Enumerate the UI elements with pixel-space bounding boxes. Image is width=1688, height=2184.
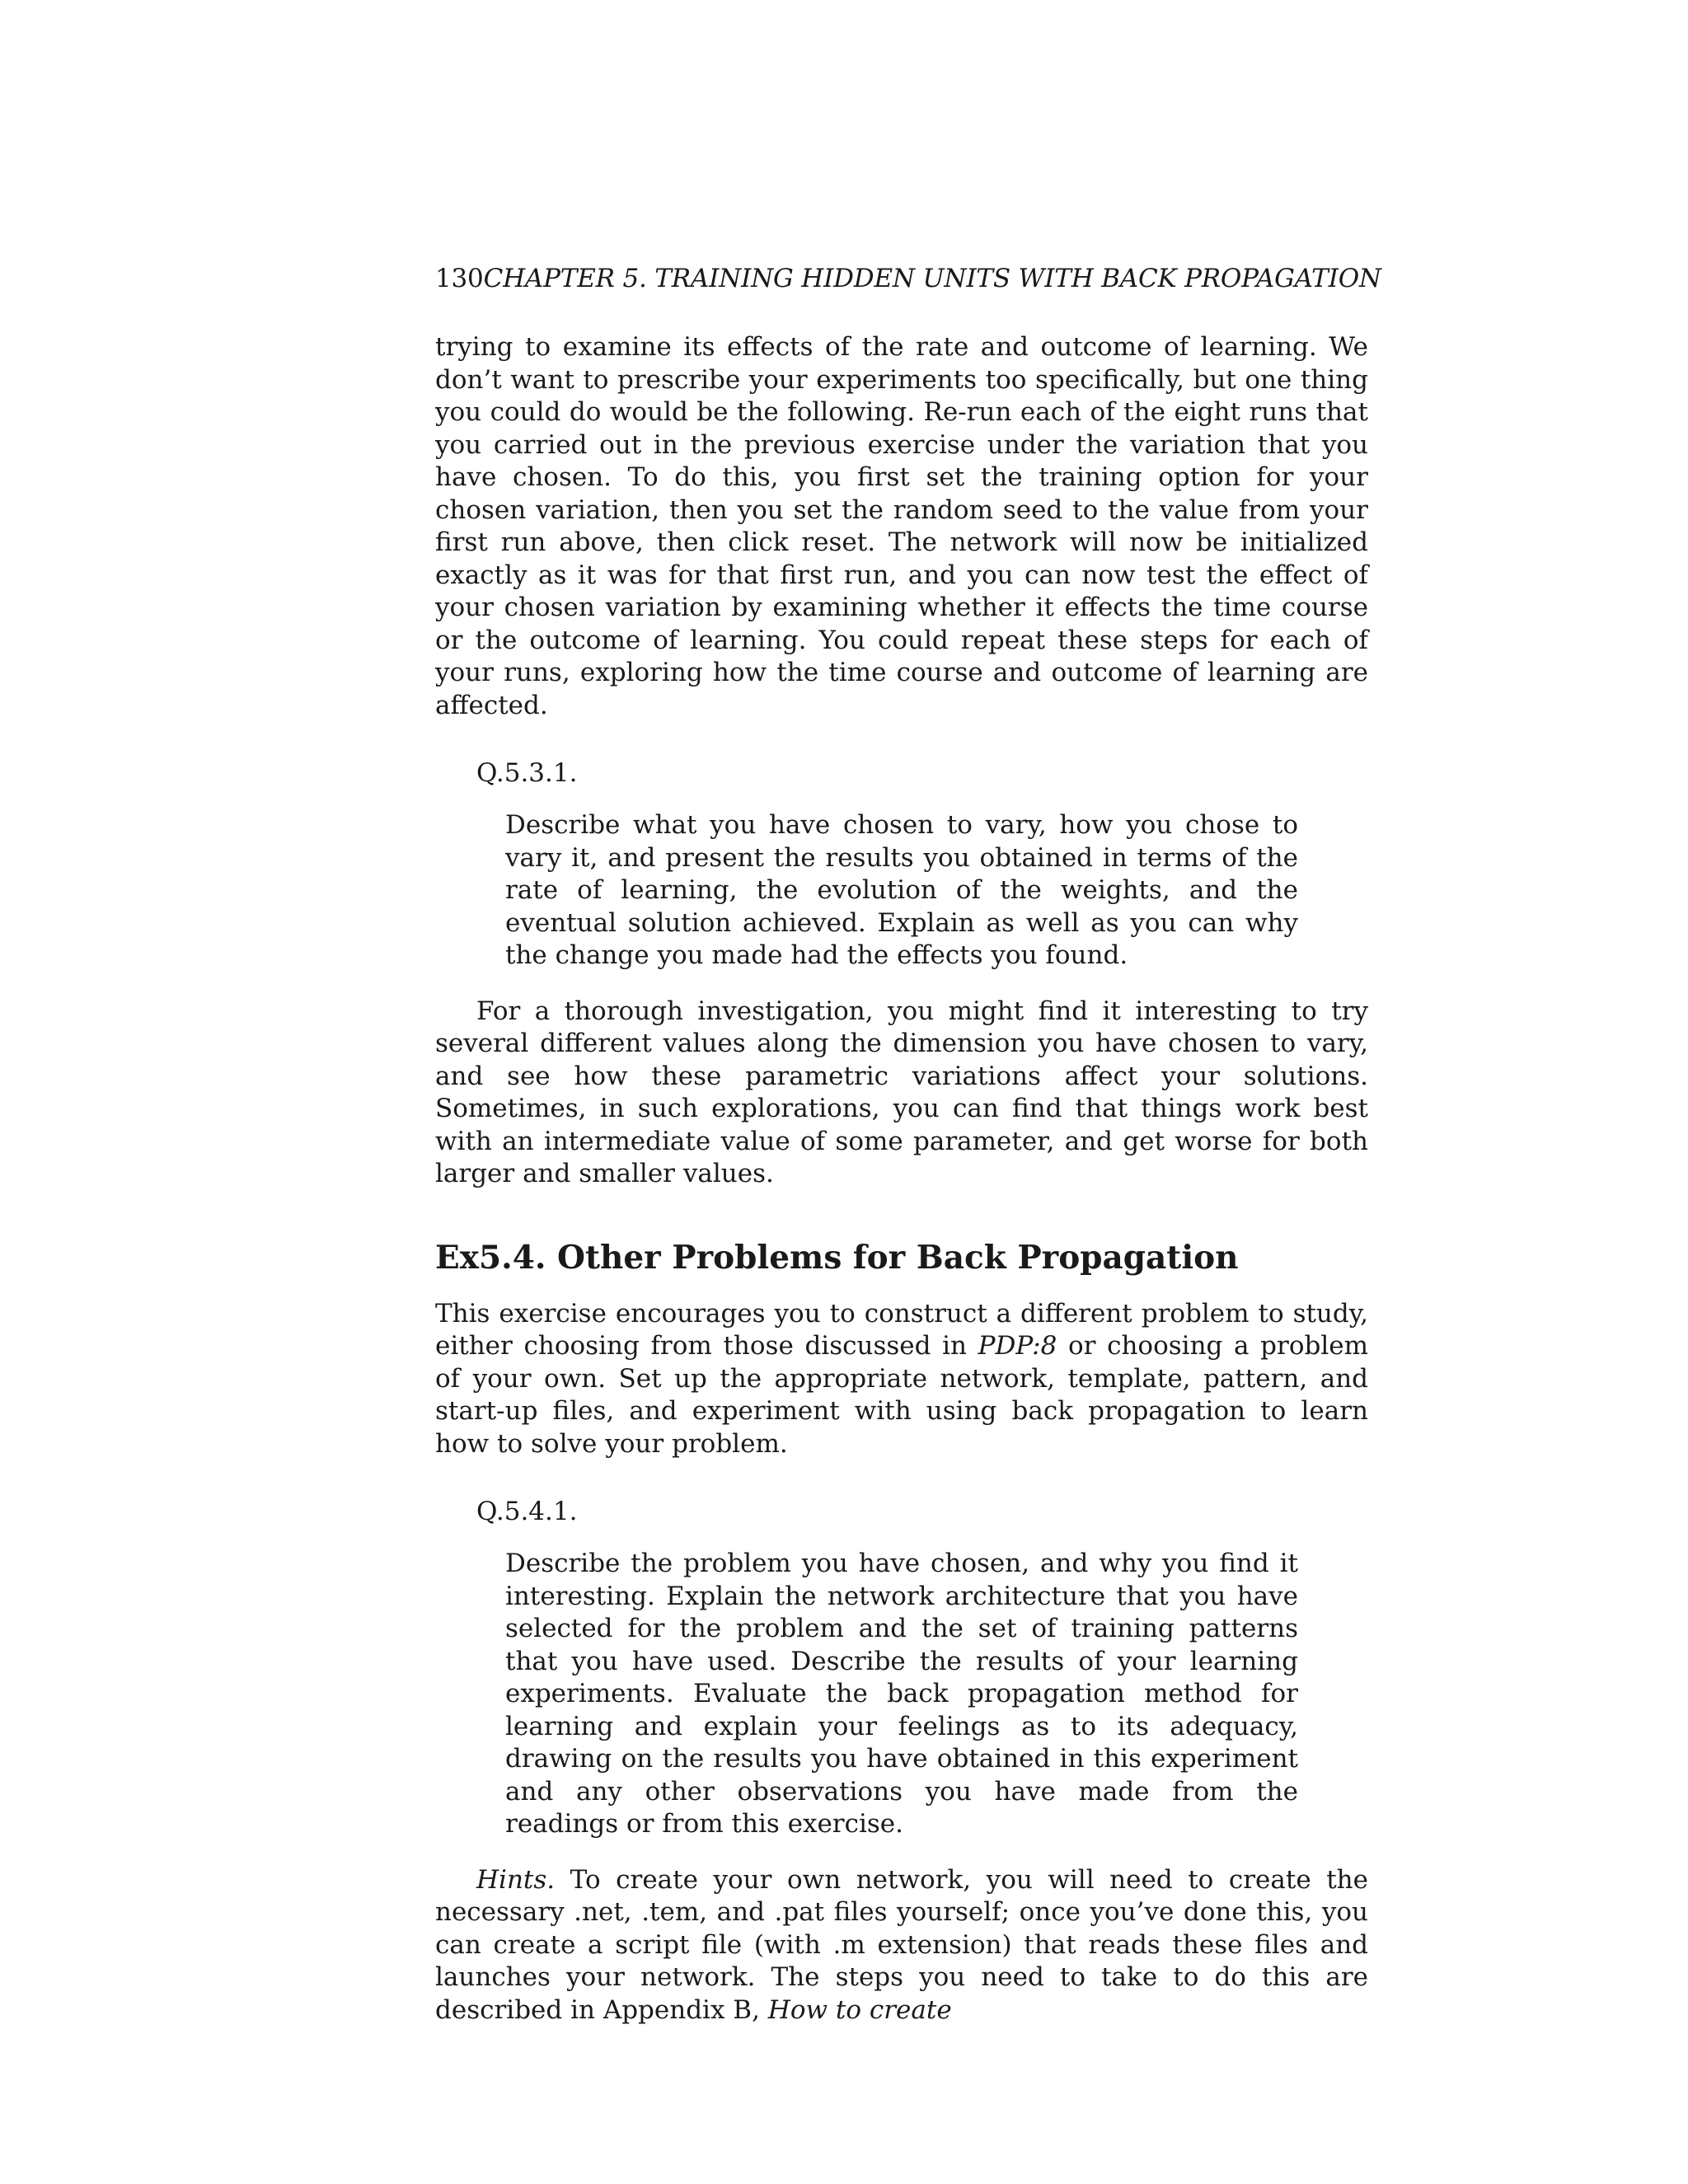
- exercise-intro-text-b: or choosing a problem of your own. Set up the appropriate network, template, pattern, and start-up files, and experiment with using back propagation to learn how to solve your problem.: [435, 1331, 1368, 1459]
- page-number: 130: [435, 264, 484, 293]
- appendix-title-fragment: How to create: [767, 1994, 952, 2025]
- paragraph-hints: [435, 1864, 1368, 2027]
- paragraph-variation-runs: trying to examine its effects of the rate and outcome of learning. We don’t want to prescribe your experiments too specifically, but one thing you could do would be the following. Re-run each of the eight runs that you carried out in the previous exercise under the variation that you have chosen. To do this, you first set the training option for your chosen variation, then you set the random seed to the value from your first run above, then click reset. The network will now be initialized exactly as it was for that first run, and you can now test the effect of your chosen variation by examining whether it effects the time course or the outcome of learning. You could repeat these steps for each of your runs, exploring how the time course and outcome of learning are affected.: [435, 332, 1368, 720]
- paragraph-thorough-investigation: For a thorough investigation, you might find it interesting to try several different values along the dimension you have chosen to vary, and see how these parametric variations affect your solutions. Sometimes, in such explorations, you can find that things work best with an intermediate value of some parameter, and get worse for both larger and smaller values.: [435, 996, 1368, 1188]
- document-page: [435, 262, 1381, 2027]
- hints-label: Hints.: [476, 1864, 556, 1895]
- running-head: [435, 262, 1381, 295]
- question-label-5-4-1: Q.5.4.1.: [476, 1497, 578, 1526]
- section-heading-ex5-4: Ex5.4. Other Problems for Back Propagation: [435, 1238, 1239, 1277]
- paragraph-exercise-intro: [435, 1298, 1368, 1461]
- question-body-5-4-1: Describe the problem you have chosen, and why you find it interesting. Explain the network architecture that you have selected for the problem and the set of training patterns that you have used. Describe the results of your learning experiments. Evaluate the back propagation method for learning and explain your feelings as to its adequacy, drawing on the results you have obtained in this experiment and any other observations you have made from the readings or from this exercise.: [505, 1549, 1298, 1839]
- chapter-title: CHAPTER 5. TRAINING HIDDEN UNITS WITH BACK PROPAGATION: [483, 264, 1381, 293]
- pdp8-reference: PDP:8: [978, 1331, 1057, 1361]
- exercise-intro-text-a: This exercise encourages you to construct a different problem to study, either choosing from those discussed in: [435, 1298, 1368, 1361]
- question-label-5-3-1: Q.5.3.1.: [476, 758, 578, 788]
- question-body-5-3-1: Describe what you have chosen to vary, how you chose to vary it, and present the results you obtained in terms of the rate of learning, the evolution of the weights, and the eventual solution achieved. Explain as well as you can why the change you made had the effects you found.: [505, 810, 1298, 970]
- hints-text: To create your own network, you will need to create the necessary .net, .tem, and .pat files yourself; once you’ve done this, you can create a script file (with .m extension) that reads these files and launches your network. The steps you need to take to do this are described in Appendix B,: [435, 1864, 1368, 2025]
